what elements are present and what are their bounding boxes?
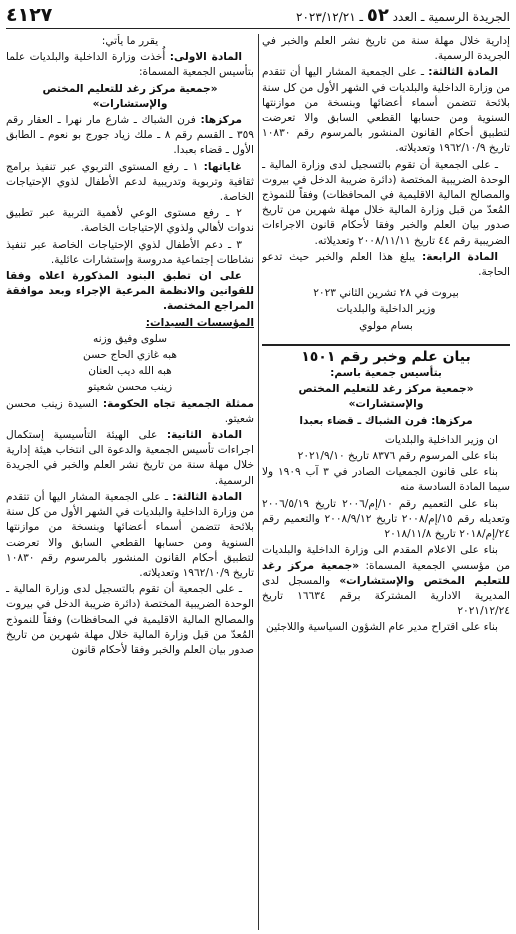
field-label: غاياتها: — [203, 160, 242, 173]
gazette-name: الجريدة الرسمية ـ العدد — [392, 10, 510, 24]
founders-label: المؤسسات السيدات: — [145, 316, 254, 329]
article-label: المادة الاولى: — [169, 51, 242, 64]
field-label: مركزها: — [200, 114, 242, 127]
issue-number: ٥٢ — [366, 5, 389, 26]
association-hq: مركزها: فرن الشباك ـ قضاء بعبدا — [299, 414, 473, 427]
founder: زينب محسن شعيتو — [87, 381, 173, 394]
place-date: بيروت في ٢٨ تشرين الثاني ٢٠٢٣ — [313, 287, 459, 300]
right-column — [262, 34, 510, 930]
paragraph: إدارية خلال مهلة سنة من تاريخ نشر العلم والخبر في الجريدة الرسمية. — [262, 35, 510, 63]
founder: هبه غازي الحاج حسن — [83, 349, 177, 362]
field-label: ممثلة الجمعية تجاه الحكومة: — [102, 397, 254, 410]
article-label: المادة الثانية: — [166, 429, 242, 442]
section-rule — [262, 344, 510, 346]
article-label: المادة الثالثة: — [172, 490, 242, 503]
article-label: المادة الثالثة: — [428, 66, 498, 79]
page-number: ٤١٢٧ — [6, 4, 53, 26]
tax-paragraph: ـ على الجمعية أن تقوم بالتسجيل لدى وزارة المالية ـ الوحدة الضريبية المختصة (دائرة ضريبة الدخل في بيروت والمصالح المالية الاقليمية في المحافظات) وفقاً للنموذج المُعدّ من قبل وزارة المالية خلال مهلة شهرين من تاريخ صدور بيان العلم والخبر وفقا لأحكام قانون الاجراءات الضريبية رقم ٤٤ تاريخ ٢٠٠٨/١١/١١ وتعديلاته. — [262, 158, 510, 247]
considerant: بناء على قانون الجمعيات الصادر في ٣ آب ١٩٠٩ ولا سيما المادة السادسة منه — [262, 466, 510, 494]
article-3: المادة الثالثة: ـ على الجمعية المشار اليها أن تتقدم من وزارة الداخلية والبلديات في الشهر الأول من كل سنة بلائحة تتضمن أسماء أعضائها وبنسخة من موازنتها السنوية ومن حسابها القطعي السابق والا تعرضت لتطبيق أحكام القانون المنشور بالمرسوم رقم ١٠٨٣٠ تاريخ ١٩٦٢/١٠/٩ وتعديلاته. — [6, 490, 254, 579]
association-name: «جمعية مركز رغد للتعليم المختص والإستشارات» — [298, 383, 474, 411]
article-label: المادة الرابعة: — [421, 250, 498, 263]
headquarters: مركزها: فرن الشباك ـ شارع مار نهرا ـ العقار رقم ٣٥٩ ـ القسم رقم ٨ ـ ملك زياد جورج بو نعوم ـ الطابق الأول ـ قضاء بعبدا. — [6, 114, 254, 157]
article-3: المادة الثالثة: ـ على الجمعية المشار اليها أن تتقدم من وزارة الداخلية والبلديات في الشهر الأول من كل سنة بلائحة تتضمن أسماء أعضائها وبنسخة من موازنتها السنوية ومن حسابها القطعي السابق والا تعرضت لتطبيق أحكام القانون المنشور بالمرسوم رقم ١٠٨٣٠ تاريخ ١٩٦٢/١٠/٩ وتعديلاته. — [262, 66, 510, 155]
notice-title: بيان علم وخبر رقم ١٥٠١ — [301, 348, 471, 365]
considerant: بناء على اقتراح مدير عام الشؤون السياسية واللاجئين — [266, 621, 498, 634]
minister-title: وزير الداخلية والبلديات — [336, 303, 436, 316]
considerant: بناء على الاعلام المقدم الى وزارة الداخلية والبلديات من مؤسسي الجمعية المسماة: «جمعية مركز رغد للتعليم المختص والإستشارات» والمسجل لدى المديرية الادارية المشتركة برقم ١٦٦٣٤ تاريخ ٢٠٢١/١٢/٢٤ — [262, 544, 510, 618]
goal-3: ٣ ـ دعم الأطفال لذوي الإحتياجات الخاصة عبر تنفيذ نشاطات إجتماعية مدروسة وإستشارات عائلية. — [6, 238, 254, 266]
considerant: بناء على التعميم رقم ١٠/إم/٢٠٠٦ تاريخ ٢٠٠٦/٥/١٩ وتعديله رقم ١٥/إم/٢٠٠٨ تاريخ ٢٠٠٨/٩/١٢ والتعميم رقم ٢٤/إم/٢٠١٨ تاريخ ٢٠١٨/١١/٨ — [262, 497, 510, 541]
condition: على ان تطبق البنود المذكورة اعلاه وفقا للقوانين والانظمة المرعية الإجراء وبعد موافقة المراجع المختصة. — [6, 270, 254, 313]
left-column — [6, 34, 254, 930]
tax-paragraph: ـ على الجمعية أن تقوم بالتسجيل لدى وزارة المالية ـ الوحدة الضريبية المختصة (دائرة ضريبة الدخل في بيروت والمصالح المالية الاقليمية في المحافظات) وفقاً للنموذج المُعدّ من قبل وزارة المالية خلال مهلة شهرين من تاريخ صدور بيان العلم والخبر وفقا لأحكام قانون — [6, 583, 254, 656]
decides: يقرر ما يأتي: — [101, 35, 159, 47]
article-4: المادة الرابعة: يبلغ هذا العلم والخبر حيث تدعو الحاجة. — [262, 250, 510, 279]
article-2: المادة الثانية: على الهيئة التأسيسية إستكمال اجراءات تأسيس الجمعية والدعوة الى انتخاب هيئة إدارية خلال مهلة سنة من تاريخ نشر العلم والخبر في الجريدة الرسمية. — [6, 429, 254, 487]
issue-date: ـ ٢٠٢٣/١٢/٢١ — [296, 10, 364, 24]
intro: ان وزير الداخلية والبلديات — [384, 433, 498, 446]
founder: سلوى وفيق وزنه — [93, 332, 167, 345]
page-header — [6, 4, 510, 29]
minister-name: بسام مولوي — [359, 319, 413, 332]
representative: ممثلة الجمعية تجاه الحكومة: السيدة زينب محسن شعيتو. — [6, 397, 254, 425]
article-1: المادة الاولى: أُخذت وزارة الداخلية والبلديات علما بتأسيس الجمعية المسماة: — [6, 51, 254, 79]
founder: هبه الله ديب العنان — [88, 365, 172, 378]
column-divider — [258, 34, 259, 930]
association-name: «جمعية مركز رغد للتعليم المختص والإستشارات» — [42, 82, 218, 110]
considerant: بناء على المرسوم رقم ٨٣٧٦ تاريخ ٢٠٢١/٩/١٠ — [297, 450, 498, 463]
notice-subtitle: بتأسيس جمعية باسم: — [330, 367, 442, 380]
gazette-title — [296, 5, 510, 26]
goal-2: ٢ ـ رفع مستوى الوعي لأهمية التربية عبر تطبيق ندوات لأهالي ولذوي الإحتياجات الخاصة. — [6, 207, 254, 235]
goal-1: غاياتها: ١ ـ رفع المستوى التربوي عبر تنفيذ برامج ثقافية وتربوية وتدريبية لدعم الأطفال لذوي الإحتياجات الخاصة. — [6, 160, 254, 204]
